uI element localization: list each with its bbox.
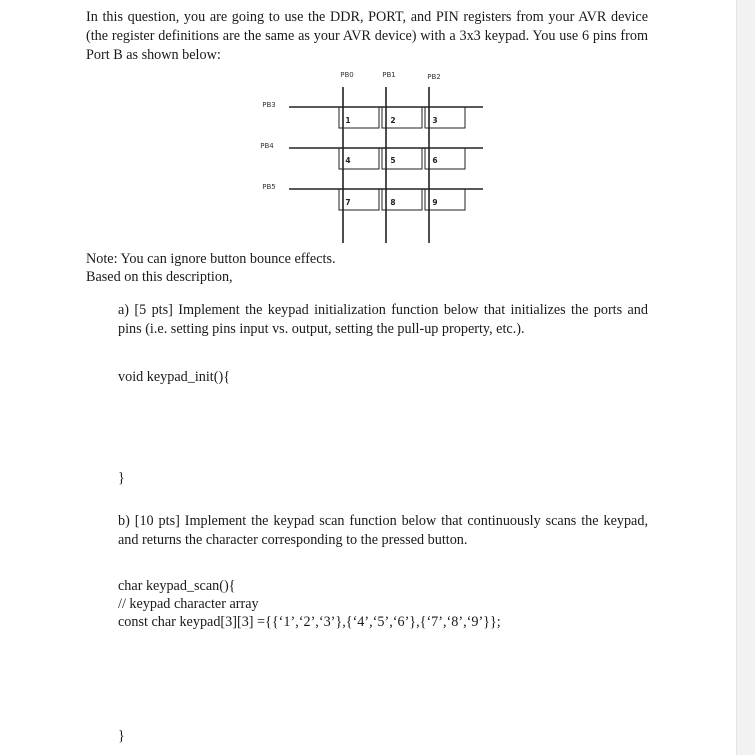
question-intro: In this question, you are going to use the DDR, PORT, and PIN registers from your AVR device (the register definitions are the same as your AVR device) with a 3x3 keypad. You use 6 pins from Port B as shown below:: [86, 9, 648, 63]
part-a-closing-brace: }: [118, 470, 125, 486]
key-label: 1: [345, 116, 351, 125]
row-pin-label: PB3: [262, 101, 276, 109]
row-pin-label: PB4: [260, 142, 274, 150]
column-pin-label: PB0: [340, 71, 354, 79]
key-label: 6: [432, 156, 438, 165]
part-a-signature: void keypad_init(){: [118, 369, 231, 385]
key-label: 3: [432, 116, 438, 125]
key-label: 4: [345, 156, 351, 165]
key-box: [382, 148, 422, 169]
part-b-prompt: b) [10 pts] Implement the keypad scan function below that continuously scans the keypad, and returns the character corresponding to the pressed button.: [118, 513, 648, 548]
part-a-prompt: a) [5 pts] Implement the keypad initialization function below that initializes the ports and pins (i.e. setting pins input vs. output, setting the pull-up property, etc.).: [118, 302, 648, 337]
key-box: [425, 148, 465, 169]
row-pin-label: PB5: [262, 183, 276, 191]
key-label: 5: [390, 156, 396, 165]
key-box: [382, 107, 422, 128]
key-label: 7: [345, 198, 351, 207]
part-b-signature: char keypad_scan(){: [118, 578, 236, 594]
key-box: [382, 189, 422, 210]
key-label: 9: [432, 198, 438, 207]
key-box: [425, 189, 465, 210]
key-label: 8: [390, 198, 396, 207]
part-b-comment: // keypad character array: [118, 596, 259, 612]
key-grid: [339, 107, 465, 210]
column-pin-label: PB2: [427, 73, 441, 81]
key-label: 2: [390, 116, 396, 125]
keypad-diagram: [255, 62, 495, 248]
key-box: [425, 107, 465, 128]
based-on-text: Based on this description,: [86, 269, 233, 285]
part-b-array-declaration: const char keypad[3][3] ={{‘1’,‘2’,‘3’},{‘4’,‘5’,‘6’},{‘7’,‘8’,‘9’}};: [118, 614, 501, 630]
scrollbar-track[interactable]: [736, 0, 755, 755]
part-b-closing-brace: }: [118, 728, 125, 744]
column-pin-label: PB1: [382, 71, 396, 79]
note-text: Note: You can ignore button bounce effects.: [86, 251, 336, 267]
